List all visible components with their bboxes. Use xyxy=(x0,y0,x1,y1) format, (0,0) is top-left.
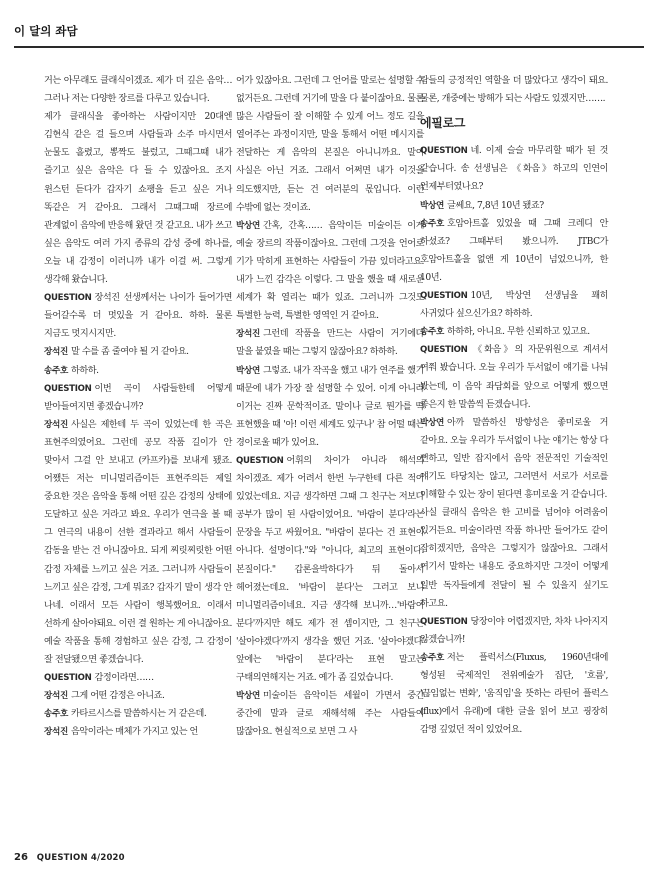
paragraph-text: 그게 어떤 감정은 아니죠. xyxy=(71,691,165,702)
paragraph xyxy=(236,362,424,452)
speaker-label: 박상연 xyxy=(236,691,261,702)
paragraph xyxy=(44,72,232,108)
paragraph-text: 호암아트홀 있었을 때 그때 크레디 안 하셨죠? 그때부터 봤으니까. JTBC가 호암아트홀을 없앤 게 10년이 넘었으니까, 한 10년. xyxy=(420,218,608,283)
paragraph-text: 당장이야 어렵겠지만, 차차 나아지지 않겠습니까! xyxy=(420,616,608,645)
speaker-label: 장석진 xyxy=(236,329,261,340)
speaker-label: 장석진 xyxy=(44,691,69,702)
paragraph-text: 하하하, 아니요. 무한 신뢰하고 있고요. xyxy=(447,327,590,338)
paragraph xyxy=(44,723,232,741)
epilogue-heading: 에필로그 xyxy=(420,116,466,131)
speaker-label: 박상연 xyxy=(236,220,261,231)
paragraph xyxy=(420,323,608,341)
speaker-label: QUESTION xyxy=(420,345,468,356)
paragraph-text: 거는 아무래도 클래식이겠죠. 제가 더 깊은 음악…그러나 저는 다양한 장르를 다루고 있습니다. xyxy=(44,76,232,105)
paragraph xyxy=(44,362,232,380)
column-2 xyxy=(236,72,424,741)
paragraph xyxy=(44,289,232,343)
magazine-issue: QUESTION 4/2020 xyxy=(36,853,125,863)
paragraph xyxy=(44,380,232,416)
column-3-intro xyxy=(420,72,608,108)
paragraph-text: 그런데 작품을 만드는 사람이 거기에다 말을 붙였을 때는 그렇지 않잖아요? 하하하. xyxy=(236,329,424,358)
paragraph xyxy=(44,108,232,289)
paragraph xyxy=(44,705,232,723)
paragraph xyxy=(44,343,232,361)
article-body xyxy=(0,72,670,852)
paragraph xyxy=(420,504,608,613)
paragraph xyxy=(420,142,608,196)
paragraph-text: 그렇죠. 내가 작곡을 했고 내가 연주를 했기 때문에 내가 가장 잘 설명할 수 있어. 이게 아니라 이거는 진짜 문학적이죠. 말이나 글로 뭔가를 딱 표현했을 때 '아! 이런 세계도 있구나' 참 어떨 때는 경이로울 때가 있어요. xyxy=(236,365,424,448)
paragraph-text: 《화음》의 자문위원으로 계셔서 여쭤 봤습니다. 오늘 우리가 두서없이 얘기를 나눠 봤는데, 이 음악 좌담회를 앞으로 어떻게 했으면 좋은지 한 말씀씩 듣겠습니다. xyxy=(420,345,608,410)
paragraph xyxy=(420,72,608,108)
speaker-label: 송주호 xyxy=(420,327,445,338)
speaker-label: 송주호 xyxy=(420,652,445,663)
column-3-epilogue xyxy=(420,142,608,739)
paragraph xyxy=(236,217,424,326)
paragraph xyxy=(420,649,608,739)
paragraph-text: 사실 클래식 음악은 한 고비를 넘어야 어려움이 있거든요. 미술이라면 작품 하나만 들어가도 같이 잡히겠지만, 음악은 그렇지가 않잖아요. 그래서 여기서 말하는 내용도 중요하지만 그것이 어떻게 일반 독자들에게 전달이 될 수 있을지 싶기도 하고요. xyxy=(420,508,608,609)
speaker-label: QUESTION xyxy=(420,291,468,302)
speaker-label: 송주호 xyxy=(44,365,69,376)
speaker-label: QUESTION xyxy=(236,455,284,466)
paragraph-text: 장석진 선생께서는 나이가 들어가면 들어갈수록 더 멋있을 거 같아요. 하하. 물론 지금도 멋지시지만. xyxy=(44,293,232,340)
speaker-label: 박상연 xyxy=(236,365,261,376)
speaker-label: QUESTION xyxy=(44,383,92,394)
paragraph xyxy=(236,452,424,687)
paragraph xyxy=(44,416,232,669)
paragraph xyxy=(420,414,608,504)
paragraph xyxy=(236,687,424,741)
paragraph-text: 제가 클래식을 좋아하는 사람이지만 20대엔 김현식 같은 걸 들으며 사람들과 소주 마시면서 눈물도 흘렸고, 뽕짝도 불렀고, 그때그때 내가 즐기고 싶은 음악은 다 들 수 있잖아요. 조지 윈스턴 듣다가 갑자기 쇼팽을 듣고 싶은 거나 똑같은 거 같아요. 그래서 그때그때 장르에 관계없이 음악에 반응해 왔던 것 같고요. 내가 쓰고 싶은 음악도 여러 가지 종류의 감성 중에 하나를, 오늘 내 감정이 이러니까 내가 이걸 써. 그렇게 생각해 왔습니다. xyxy=(44,112,232,286)
page-number: 26 xyxy=(14,852,28,863)
paragraph xyxy=(420,197,608,215)
paragraph-text: 감정이라면…… xyxy=(94,673,154,684)
paragraph-text: 하하하. xyxy=(71,365,99,376)
speaker-label: 장석진 xyxy=(44,347,69,358)
paragraph-text: 말 수를 좀 줄여야 될 거 같아요. xyxy=(71,347,189,358)
speaker-label: QUESTION xyxy=(44,293,92,304)
speaker-label: 장석진 xyxy=(44,727,69,738)
paragraph xyxy=(236,325,424,361)
speaker-label: QUESTION xyxy=(420,616,468,627)
paragraph-text: 간혹, 간혹…… 음악이든 미술이든 이게 예술 장르의 작품이잖아요. 그런데 그것을 언어로 기가 막히게 표현하는 사람들이 가끔 있더라고요. 내가 느낀 감각은 이렇다. 그 말을 했을 때 새로운 세계가 확 열리는 때가 있죠. 그러니까 그것도 특별한 능력, 특별한 영역인 거 같아요. xyxy=(236,220,424,322)
column-3 xyxy=(420,72,608,739)
paragraph xyxy=(44,669,232,687)
paragraph-text: 저는 플럭서스(Fluxus, 1960년대에 형성된 국제적인 전위예술가 집단, '흐름', '끊임없는 변화', '움직임'을 뜻하는 라틴어 플럭스(flux)에서 유래)에 대한 글을 읽어 보고 굉장히 감명 깊었던 적이 있었어요. xyxy=(420,652,608,736)
paragraph-text: 사실은 제한테 두 곡이 있었는데 한 곡은 표현주의였어요. 그런데 공모 작품 길이가 안 맞아서 그걸 안 보내고 (카프카)를 보내게 됐죠. 어쨌든 저는 미니멀리즘이든 표현주의든 제일 중요한 것은 음악을 통해 어떤 깊은 감정의 상태에 도달하고 싶은 거라고 봐요. 우리가 연극을 볼 때 그 연극의 내용이 선한 결과라고 해서 사람들이 감동을 받는 건 아니잖아요. 되게 찌릿찌릿한 어떤 감정 자체를 느끼고 싶은 거죠. 그러니까 사람들이 느끼고 싶은 감정, 그게 뭐죠? 갑자기 말이 생각 안 나네. 이래서 모든 사람이 행복했어요. 이래서 선하게 살아야돼요. 이런 결 원하는 게 아니잖아요. 예술 작품을 통해 경험하고 싶은 감정, 그 감정이 잘 전달됐으면 좋겠습니다. xyxy=(44,419,232,665)
paragraph-text: 미술이든 음악이든 세월이 가면서 중간 중간에 말과 글로 재해석해 주는 사람들이 많잖아요. 현실적으로 보면 그 사 xyxy=(236,691,424,738)
paragraph xyxy=(44,687,232,705)
speaker-label: 송주호 xyxy=(44,709,69,720)
speaker-label: QUESTION xyxy=(44,673,92,684)
paragraph-text: 이번 곡이 사람들한테 어떻게 받아들여지면 좋겠습니까? xyxy=(44,383,232,412)
column-1 xyxy=(44,72,232,741)
paragraph-text: 어가 있잖아요. 그런데 그 언어를 말로는 설명할 수 없거든요. 그런데 거기에 말을 다 붙이잖아요. 물론 많은 사람들이 잘 이해할 수 있게 어느 정도 길을 열어주는 과정이지만, 말을 통해서 어떤 메시지를 전달하는 게 음악의 본질은 아니니까요. 말이 사실은 아닌 거죠. 그래서 어쩌면 내가 이것을 의도했지만, 듣는 건 여러분의 몫입니다. 이런 수밖에 없는 것이죠. xyxy=(236,76,424,213)
paragraph xyxy=(420,341,608,413)
speaker-label: 송주호 xyxy=(420,218,445,229)
section-title: 이 달의 좌담 xyxy=(14,24,78,38)
speaker-label: QUESTION xyxy=(420,146,468,157)
paragraph xyxy=(236,72,424,217)
paragraph-text: 아까 말씀하신 방향성은 좋미로울 거 같아요. 오늘 우리가 두서없이 나눈 얘기는 항상 다 뻔하고, 일반 잡지에서 음악 전문적인 기술적인 얘기도 타당치는 않고, 그러면서 서로가 서로를 이해할 수 있는 장이 된다면 흥미로울 거 같습니다. xyxy=(420,417,608,501)
paragraph-text: 음악이라는 매체가 가지고 있는 언 xyxy=(71,727,198,738)
page-footer xyxy=(14,852,125,863)
paragraph xyxy=(420,613,608,649)
speaker-label: 장석진 xyxy=(44,419,69,430)
speaker-label: 박상연 xyxy=(420,417,445,428)
paragraph-text: 글쎄요, 7,8년 10년 됐죠? xyxy=(447,200,544,211)
paragraph xyxy=(420,287,608,323)
paragraph-text: 카타르시스를 말씀하시는 거 같은데. xyxy=(71,709,207,720)
paragraph-text: 네. 이제 슬슬 마무리할 때가 된 것 같습니다. 송 선생님은 《화음》하고의 인연이 언제부터였나요? xyxy=(420,146,608,193)
paragraph-text: 어휘의 차이가 아니라 해석의 차이겠죠. 제가 어려서 한번 누구한테 다른 적이 있었는데요. 지금 생각하면 그때 그 친구는 저보다 공부가 많이 된 사람이었어요. '바람이 분다'라는 문장을 두고 싸웠어요. "바람이 분다는 건 표현이 아니다. 설명이다."와 "아니다, 최고의 표현이다. 본질이다." 갑론을박하다가 뒤 돌아서 헤어졌는데요. '바람이 분다'는 그러고 보니 미니멀리즘이네요. 지금 생각해 보니까…'바람이 분다'까지만 해도 제가 전 셈이지만, 그 친구는 '살아야겠다'까지 생각을 했던 거죠. '살아야겠다' 앞에는 '바람이 분다'라는 표현 말고는 구태의연해지는 거죠. 예가 좀 길었습니다. xyxy=(236,455,424,684)
paragraph xyxy=(420,215,608,287)
page-header xyxy=(14,22,644,48)
paragraph-text: 람들의 긍정적인 역할을 더 많았다고 생각이 돼요. 물론, 개중에는 방해가 되는 사람도 있겠지만……. xyxy=(420,76,608,105)
paragraph-text: 10년, 박상연 선생님을 꽤히 사귀었다 싶으신가요? 하하하. xyxy=(420,291,608,320)
speaker-label: 박상연 xyxy=(420,200,445,211)
